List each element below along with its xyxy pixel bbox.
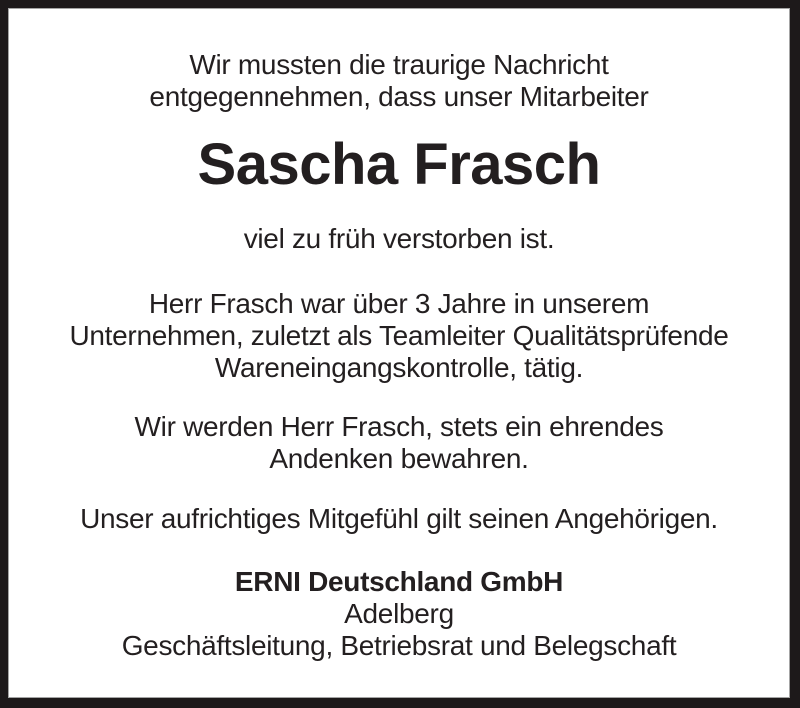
tenure-line-2: Unternehmen, zuletzt als Teamleiter Qualitätsprüfende (69, 320, 729, 351)
signers-line: Geschäftsleitung, Betriebsrat und Belegschaft (121, 630, 677, 661)
intro-line-1: Wir mussten die traurige Nachricht (189, 49, 609, 80)
remembrance-line-2: Andenken bewahren. (269, 443, 529, 474)
tenure-line-1: Herr Frasch war über 3 Jahre in unserem (148, 288, 650, 319)
tenure-line-3: Wareneingangskontrolle, tätig. (214, 352, 584, 383)
tenure-paragraph (8, 288, 790, 384)
death-statement: viel zu früh verstorben ist. (243, 223, 555, 254)
notice-content (8, 8, 790, 662)
company-name: ERNI Deutschland GmbH (234, 566, 564, 597)
intro-line-2: entgegennehmen, dass unser Mitarbeiter (149, 81, 649, 112)
remembrance-line-1: Wir werden Herr Frasch, stets ein ehrendes (134, 411, 664, 442)
signature-block (8, 566, 790, 662)
sympathy-line: Unser aufrichtiges Mitgefühl gilt seinen Angehörigen. (80, 503, 718, 534)
deceased-name: Sascha Frasch (197, 132, 601, 197)
remembrance-paragraph (8, 411, 790, 475)
company-location: Adelberg (344, 598, 454, 629)
intro-paragraph (8, 49, 790, 113)
